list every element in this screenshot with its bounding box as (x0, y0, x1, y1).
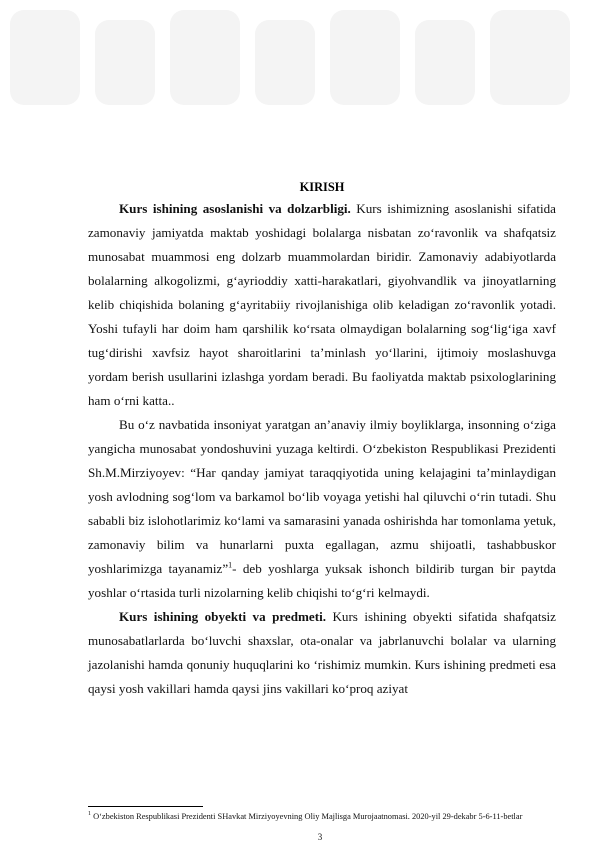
paragraph-object-subject (88, 605, 556, 701)
section-heading: KIRISH (299, 180, 345, 194)
paragraph-president-quote (88, 413, 556, 605)
paragraph-lead: Kurs ishining asoslanishi va dolzarbligi. (119, 201, 351, 216)
paragraph-lead: Kurs ishining obyekti va predmeti. (119, 609, 327, 624)
document-body (88, 197, 556, 701)
footnote-text: O‘zbekiston Respublikasi Prezidenti SHavkat Mirziyoyevning Oliy Majlisga Murojaatnomasi. 2020-yil 29-dekabr 5-6-11-betlar (91, 811, 523, 821)
watermark-logo-strip (0, 0, 595, 150)
footnote-divider (88, 806, 203, 807)
footnote-reference[interactable]: 1 (228, 560, 233, 570)
paragraph-text: Kurs ishining obyekti sifatida shafqatsiz munosabatlarlarda bo‘luvchi shaxslar, ota-onalar va jabrlanuvchi bolalar va ularning jazolanishi hamda qonuniy huquqlarini ko ‘rishimiz mumkin. Kurs ishining predmeti esa qaysi yosh vakillari hamda qaysi jins vakillari ko‘proq aziyat (88, 609, 556, 696)
paragraph-relevance (88, 197, 556, 413)
footnote-mark: 1 (88, 811, 91, 817)
footnote (88, 809, 568, 822)
paragraph-text: Bu o‘z navbatida insoniyat yaratgan an’anaviy ilmiy boyliklarga, insonning o‘ziga yangicha munosabat yondoshuvini yuzaga keltirdi. O‘zbekiston Respublikasi Prezidenti Sh.M.Mirziyoyev: “Har qanday jamiyat taraqqiyotida uning kelajagini ta’minlaydigan yosh avlodning sog‘lom va barkamol bo‘lib voyaga yetishi hal qiluvchi o‘rin tutadi. Shu sababli biz islohotlarimiz ko‘lami va samarasini yanada oshirishda har tomonlama yetuk, zamonaviy bilim va hunarlarni puxta egallagan, azmu shijoatli, tashabbuskor yoshlarimizga tayanamiz” (88, 417, 556, 576)
paragraph-text: - deb yoshlarga yuksak ishonch bildirib turgan bir paytda yoshlar o‘rtasida turli nizolarning kelib chiqishi to‘g‘ri kelmaydi. (88, 561, 556, 600)
page-number: 3 (317, 832, 323, 842)
paragraph-text: Kurs ishimizning asoslanishi sifatida zamonaviy jamiyatda maktab yoshidagi bolalarga nisbatan zo‘ravonlik va shafqatsiz munosabat muammosi eng dolzarb muammolardan biridir. Zamonaviy adabiyotlarda bolalarning alkogolizmi, g‘ayrioddiy xatti-harakatlari, giyohvandlik va jinoyatlarning kelib chiqishida bolaning g‘ayritabiiy rivojlanishiga olib keladigan zo‘ravonlik yotadi. Yoshi tufayli har doim ham qarshilik ko‘rsata olmaydigan bolalarning sog‘lig‘iga xavf tug‘dirishi xavfsiz hayot sharoitlarini ta’minlash yo‘llarini, ijtimoiy moslashuvga yordam berish usullarini izlashga yordam beradi. Bu faoliyatda maktab psixologlarining ham o‘rni katta.. (88, 201, 556, 408)
